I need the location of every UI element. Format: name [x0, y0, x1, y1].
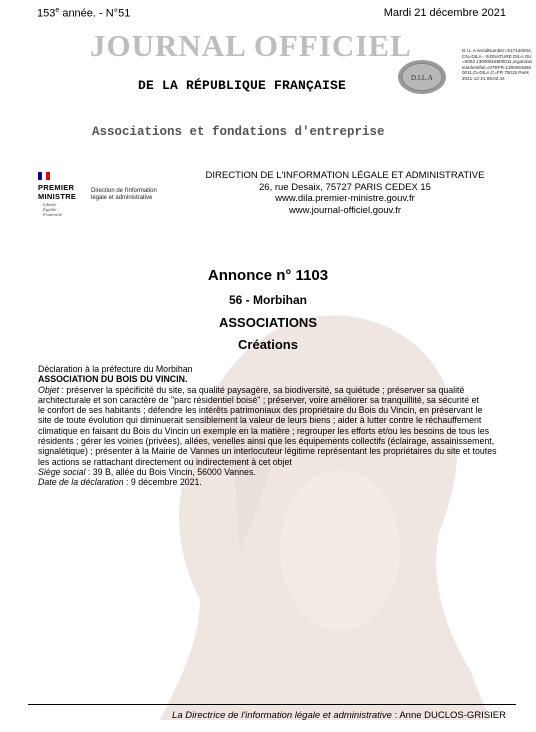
annonce-body: [38, 364, 502, 488]
dila-seal-icon: [396, 58, 448, 96]
seal-label: D.I.L.A: [411, 74, 433, 82]
logo-line-ministre: MINISTRE: [38, 192, 77, 201]
direction-name: DIRECTION DE L'INFORMATION LÉGALE ET ADMINISTRATIVE: [205, 170, 485, 181]
issue-number: 153e année. - N°51: [37, 7, 131, 20]
premier-ministre-logo: [38, 172, 188, 222]
direction-address: [200, 170, 490, 216]
date-label: Date de la déclaration: [38, 477, 124, 488]
annonce-department: 56 - Morbihan: [228, 293, 307, 307]
annonce-title: Annonce n° 1103: [207, 267, 329, 284]
marianne-watermark: [140, 300, 500, 720]
objet-line: climatique en faisant du Bois du Vincin un exemple en la matière ; regrouper les efforts et/ou les besoins de tous les: [38, 425, 490, 436]
section-title: Associations et fondations d'entreprise: [92, 125, 385, 139]
siege-label: Siège social: [38, 466, 86, 477]
flag-icon: [38, 172, 50, 180]
journal-title: JOURNAL OFFICIEL: [90, 28, 412, 63]
footer-name: Anne DUCLOS-GRISIER: [399, 710, 506, 721]
objet-line: signalétique) ; présenter à la Mairie de Vannes un interlocuteur légitime représentant les propriétaires du site et toutes: [38, 446, 497, 457]
date-line: [38, 477, 502, 487]
direction-website-jo[interactable]: www.journal-officiel.gouv.fr: [288, 204, 402, 216]
objet-line: le confort de ses habitants ; défendre les intérêts patrimoniaux des propriétaire du Bois du Vincin, en préservant le: [38, 405, 483, 416]
annonce-category: ASSOCIATIONS: [219, 315, 317, 330]
publication-date: Mardi 21 décembre 2021: [383, 7, 506, 19]
objet-line: Objet : préserver la spécificité du site, sa qualité paysagère, sa biodiversité, sa quiétude ; préserver sa qualité: [38, 384, 465, 395]
logo-motto: Liberté Égalité Fraternité: [43, 202, 62, 217]
objet-line: architecturale et son caractère de "parc résidentiel boisé" ; préserver, voire améliorer sa tranquillité, sa sécurité et: [38, 394, 479, 405]
association-name: ASSOCIATION DU BOIS DU VINCIN.: [38, 374, 188, 385]
footer-role: La Directrice de l'information légale et administrative: [172, 710, 392, 721]
annonce-subcategory: Créations: [238, 337, 298, 352]
footer-divider: [28, 704, 516, 705]
objet-line: résidents ; gérer les voiries (privées), allées, venelles ainsi que les équipements collectifs (éclairage, assainissement,: [38, 436, 495, 447]
date-value: : 9 décembre 2021.: [123, 477, 202, 488]
digital-signature: D.I.L.A serialNumber=S17140003,CN=DILA - SIGNATURE DILA,OU=0002 13000918600011,organizationIdentifier=NTRFR-13000918600011,O=DILA,C=FR 75015 Paris 2021-12-21 09:02:44: [462, 48, 532, 81]
direction-street: 26, rue Desaix, 75727 PARIS CEDEX 15: [259, 181, 431, 193]
objet-line: les actions se rattachant directement ou indirectement à cet objet: [38, 456, 292, 467]
direction-website-dila[interactable]: www.dila.premier-ministre.gouv.fr: [275, 193, 415, 204]
footer-signature: La Directrice de l'information légale et administrative : Anne DUCLOS-GRISIER: [172, 710, 506, 721]
republic-subtitle: DE LA RÉPUBLIQUE FRANÇAISE: [138, 78, 347, 93]
declaration-text: Déclaration à la préfecture du Morbihan: [38, 364, 193, 374]
objet-label: Objet: [38, 384, 60, 395]
siege-line: [38, 467, 502, 477]
objet-line: site de toute évolution qui diminuerait sensiblement la valeur de leurs biens ; aider à lutter contre le réchauffement: [38, 415, 482, 426]
siege-value: : 39 B, allée du Bois Vincin, 56000 Vannes.: [85, 466, 256, 477]
logo-line-premier: PREMIER: [38, 183, 75, 192]
logo-dila-text: Direction de l'information légale et administrative: [91, 188, 157, 201]
